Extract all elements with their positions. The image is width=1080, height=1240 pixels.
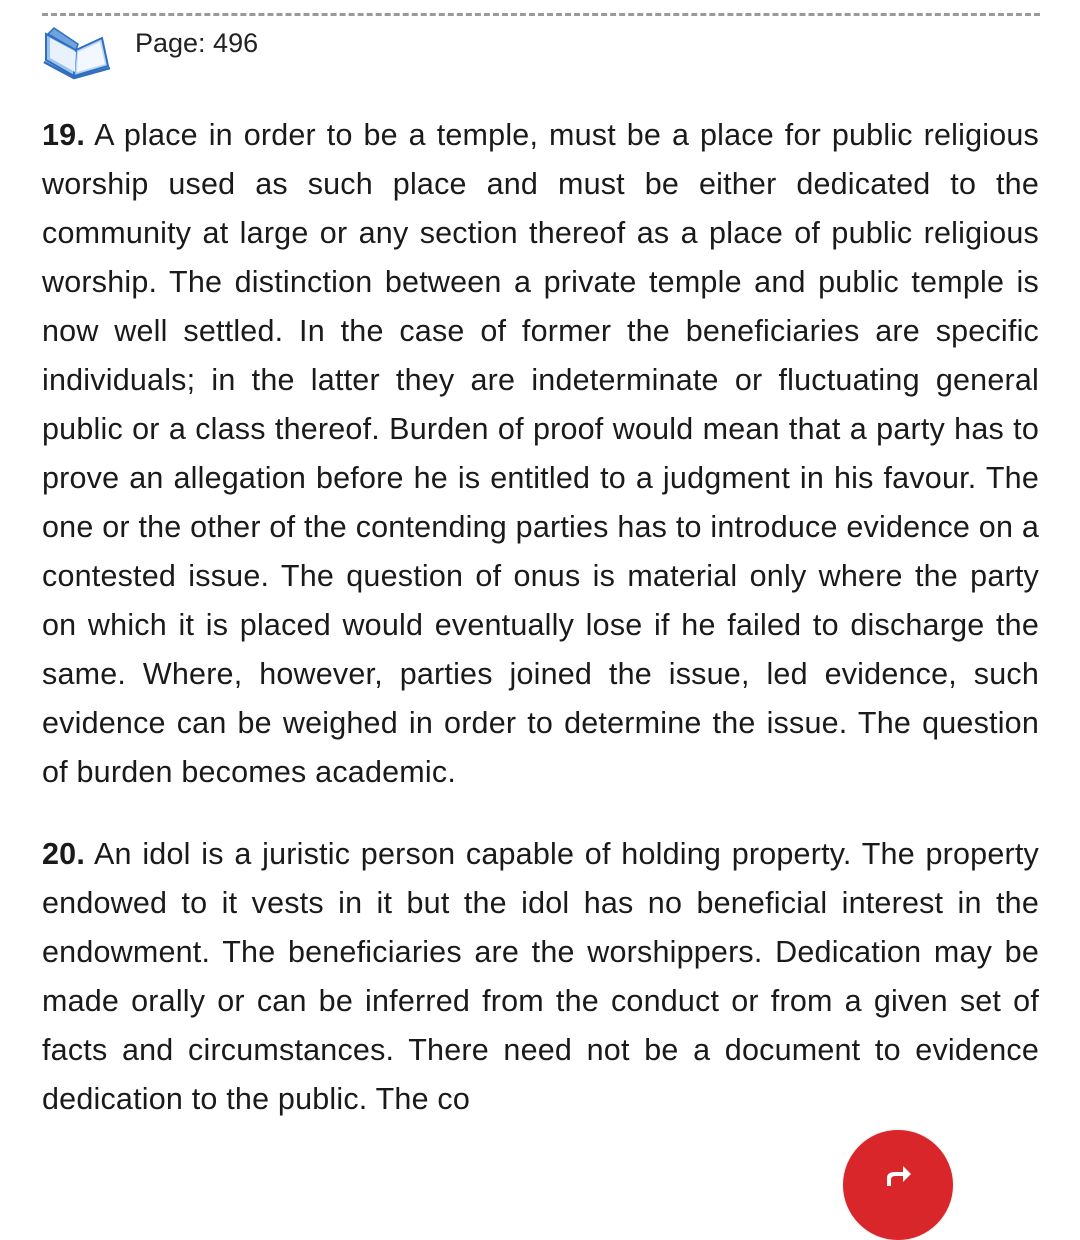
share-button[interactable] [843,1130,953,1240]
page-number-label: Page: 496 [135,28,259,58]
paragraph-text: A place in order to be a temple, must be a place for public religious worship used as such place and must be either dedicated to the community at large or any section thereof as a place of public religious worship. The distinction between a private temple and public temple is now well settled. In the case of former the beneficiaries are specific individuals; in the latter they are indeterminate or fluctuating general public or a class thereof. Burden of proof would mean that a party has to prove an allegation before he is entitled to a judgment in his favour. The one or the other of the contending parties has to introduce evidence on a contested issue. The question of onus is material only where the party on which it is placed would eventually lose if he failed to discharge the same. Where, however, parties joined the issue, led evidence, such evidence can be weighed in order to determine the issue. The question of burden becomes academic. [42,118,1039,789]
document-body [42,111,1039,1124]
paragraph-text: An idol is a juristic person capable of holding property. The property endowed to it vests in it but the idol has no beneficial interest in the endowment. The beneficiaries are the worshippers. Dedication may be made orally or can be inferred from the conduct or from a given set of facts and circumstances. There need not be a document to evidence dedication to the public. The co [42,837,1039,1116]
share-arrow-icon [883,1160,913,1190]
paragraph-number: 19. [42,118,85,152]
paragraph-20 [42,830,1039,1124]
paragraph-number: 20. [42,837,85,871]
page-header [40,24,259,84]
book-icon [40,24,114,80]
paragraph-19 [42,111,1039,797]
header-divider [42,13,1040,16]
